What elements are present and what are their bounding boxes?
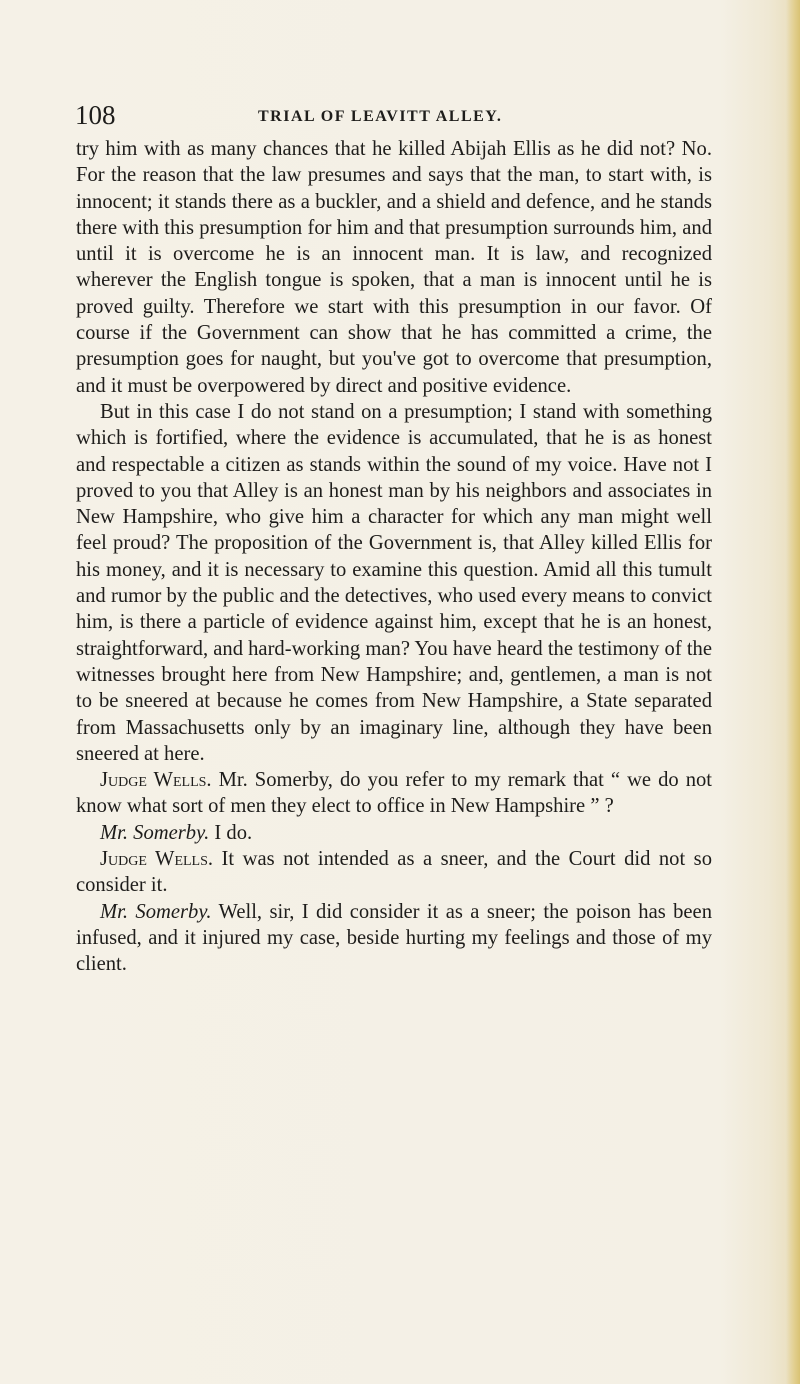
dialogue-paragraph: [76, 899, 712, 978]
speaker-name: Judge Wells.: [100, 769, 212, 792]
dialogue-paragraph: [76, 767, 712, 820]
dialogue-paragraph: [76, 820, 712, 846]
speech-text: It was not intended as a sneer, and the Court did not so consider it.: [76, 848, 712, 897]
paragraph: try him with as many chances that he killed Abijah Ellis as he did not? No. For the reason that the law presumes and says that the man, to start with, is innocent; it stands there as a buckler, and a shield and defence, and he stands there with this presumption for him and that presumption surrounds him, and until it is overcome he is an innocent man. It is law, and recognized wherever the English tongue is spoken, that a man is innocent until he is proved guilty. Therefore we start with this presumption in our favor. Of course if the Government can show that he has committed a crime, the presumption goes for naught, but you've got to overcome that presumption, and it must be overpowered by direct and positive evidence.: [76, 138, 712, 397]
speech-text: I do.: [214, 821, 253, 844]
page-number: 108: [75, 100, 116, 130]
body-text: [76, 136, 712, 978]
page-header: [75, 100, 725, 134]
speaker-name: Judge Wells.: [100, 848, 214, 871]
dialogue-paragraph: [76, 846, 712, 899]
speech-text: Mr. Somerby, do you refer to my remark that “ we do not know what sort of men they elect to office in New Hampshire ” ?: [76, 769, 713, 818]
page-edge: [786, 0, 800, 1384]
speaker-name: Mr. Somerby.: [100, 821, 210, 844]
speaker-name: Mr. Somerby.: [100, 900, 212, 923]
paragraph: But in this case I do not stand on a presumption; I stand with something which is fortified, where the evidence is accumulated, that he is as honest and respectable a citizen as stands within the sound of my voice. Have not I proved to you that Alley is an honest man by his neighbors and associates in New Hampshire, who give him a character for which any man might well feel proud? The proposition of the Government is, that Alley killed Ellis for his money, and it is necessary to examine this question. Amid all this tumult and rumor by the public and the detectives, who used every means to convict him, is there a particle of evidence against him, except that he is an honest, straightforward, and hard-working man? You have heard the testimony of the witnesses brought here from New Hampshire; and, gentlemen, a man is not to be sneered at because he comes from New Hampshire, a State separated from Massachusetts only by an imaginary line, although they have been sneered at here.: [76, 400, 712, 765]
speech-text: Well, sir, I did consider it as a sneer; the poison has been infused, and it injured my case, beside hurting my feelings and those of my client.: [76, 900, 712, 976]
running-head: TRIAL OF LEAVITT ALLEY.: [258, 108, 503, 125]
